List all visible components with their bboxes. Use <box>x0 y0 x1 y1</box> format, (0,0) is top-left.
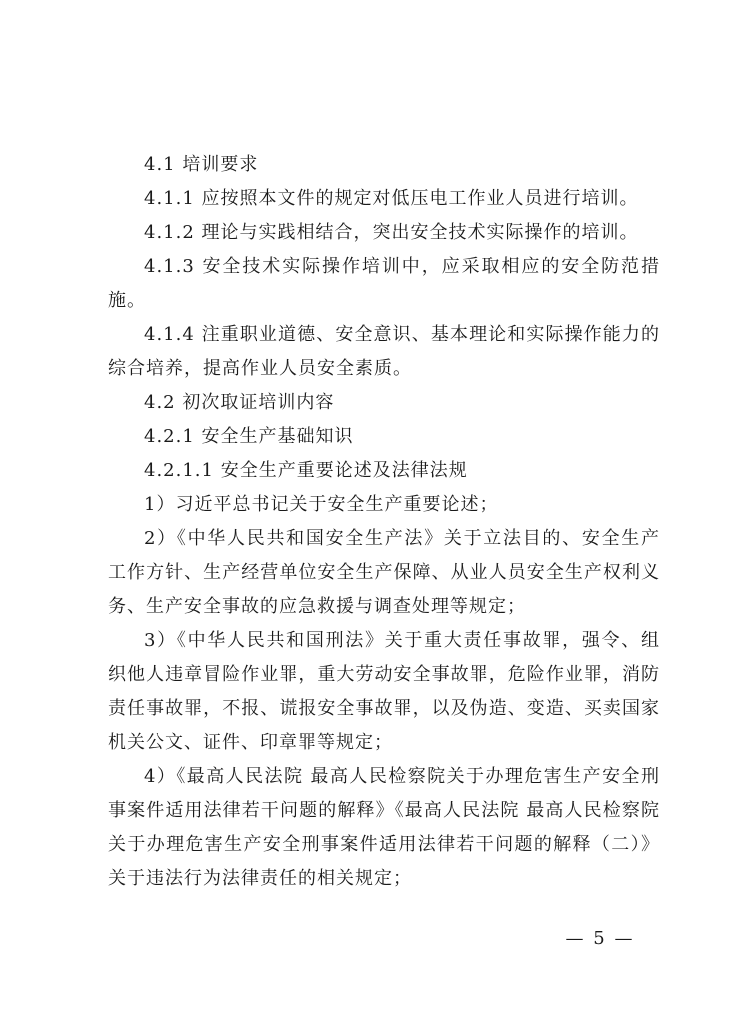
section-heading-4-2: 4.2 初次取证培训内容 <box>144 392 335 413</box>
clause-4-1-4: 4.1.4 注重职业道德、安全意识、基本理论和实际操作能力的综合培养，提高作业人员安全素质。 <box>108 324 660 379</box>
list-item-2: 2）《中华人民共和国安全生产法》关于立法目的、安全生产工作方针、生产经营单位安全生产保障、从业人员安全生产权利义务、生产安全事故的应急救援与调查处理等规定； <box>108 528 660 617</box>
section-heading-4-1: 4.1 培训要求 <box>144 154 259 175</box>
subsection-heading-4-2-1: 4.2.1 安全生产基础知识 <box>144 426 354 447</box>
clause-4-1-3: 4.1.3 安全技术实际操作培训中，应采取相应的安全防范措施。 <box>108 256 660 311</box>
clause-4-1-1: 4.1.1 应按照本文件的规定对低压电工作业人员进行培训。 <box>144 188 639 209</box>
subsection-heading-4-2-1-1: 4.2.1.1 安全生产重要论述及法律法规 <box>144 460 468 481</box>
page-number: — 5 — <box>565 928 635 949</box>
clause-4-1-2: 4.1.2 理论与实践相结合，突出安全技术实际操作的培训。 <box>144 222 639 243</box>
list-item-4: 4）《最高人民法院 最高人民检察院关于办理危害生产安全刑事案件适用法律若干问题的解释》《最高人民法院 最高人民检察院关于办理危害生产安全刑事案件适用法律若干问题的解释（二）》关于违法行为法律责任的相关规定； <box>108 766 660 889</box>
list-item-1: 1）习近平总书记关于安全生产重要论述； <box>144 494 499 515</box>
list-item-3: 3）《中华人民共和国刑法》关于重大责任事故罪，强令、组织他人违章冒险作业罪，重大劳动安全事故罪，危险作业罪，消防责任事故罪，不报、谎报安全事故罪，以及伪造、变造、买卖国家机关公文、证件、印章罪等规定； <box>108 630 660 753</box>
document-body <box>108 148 660 896</box>
